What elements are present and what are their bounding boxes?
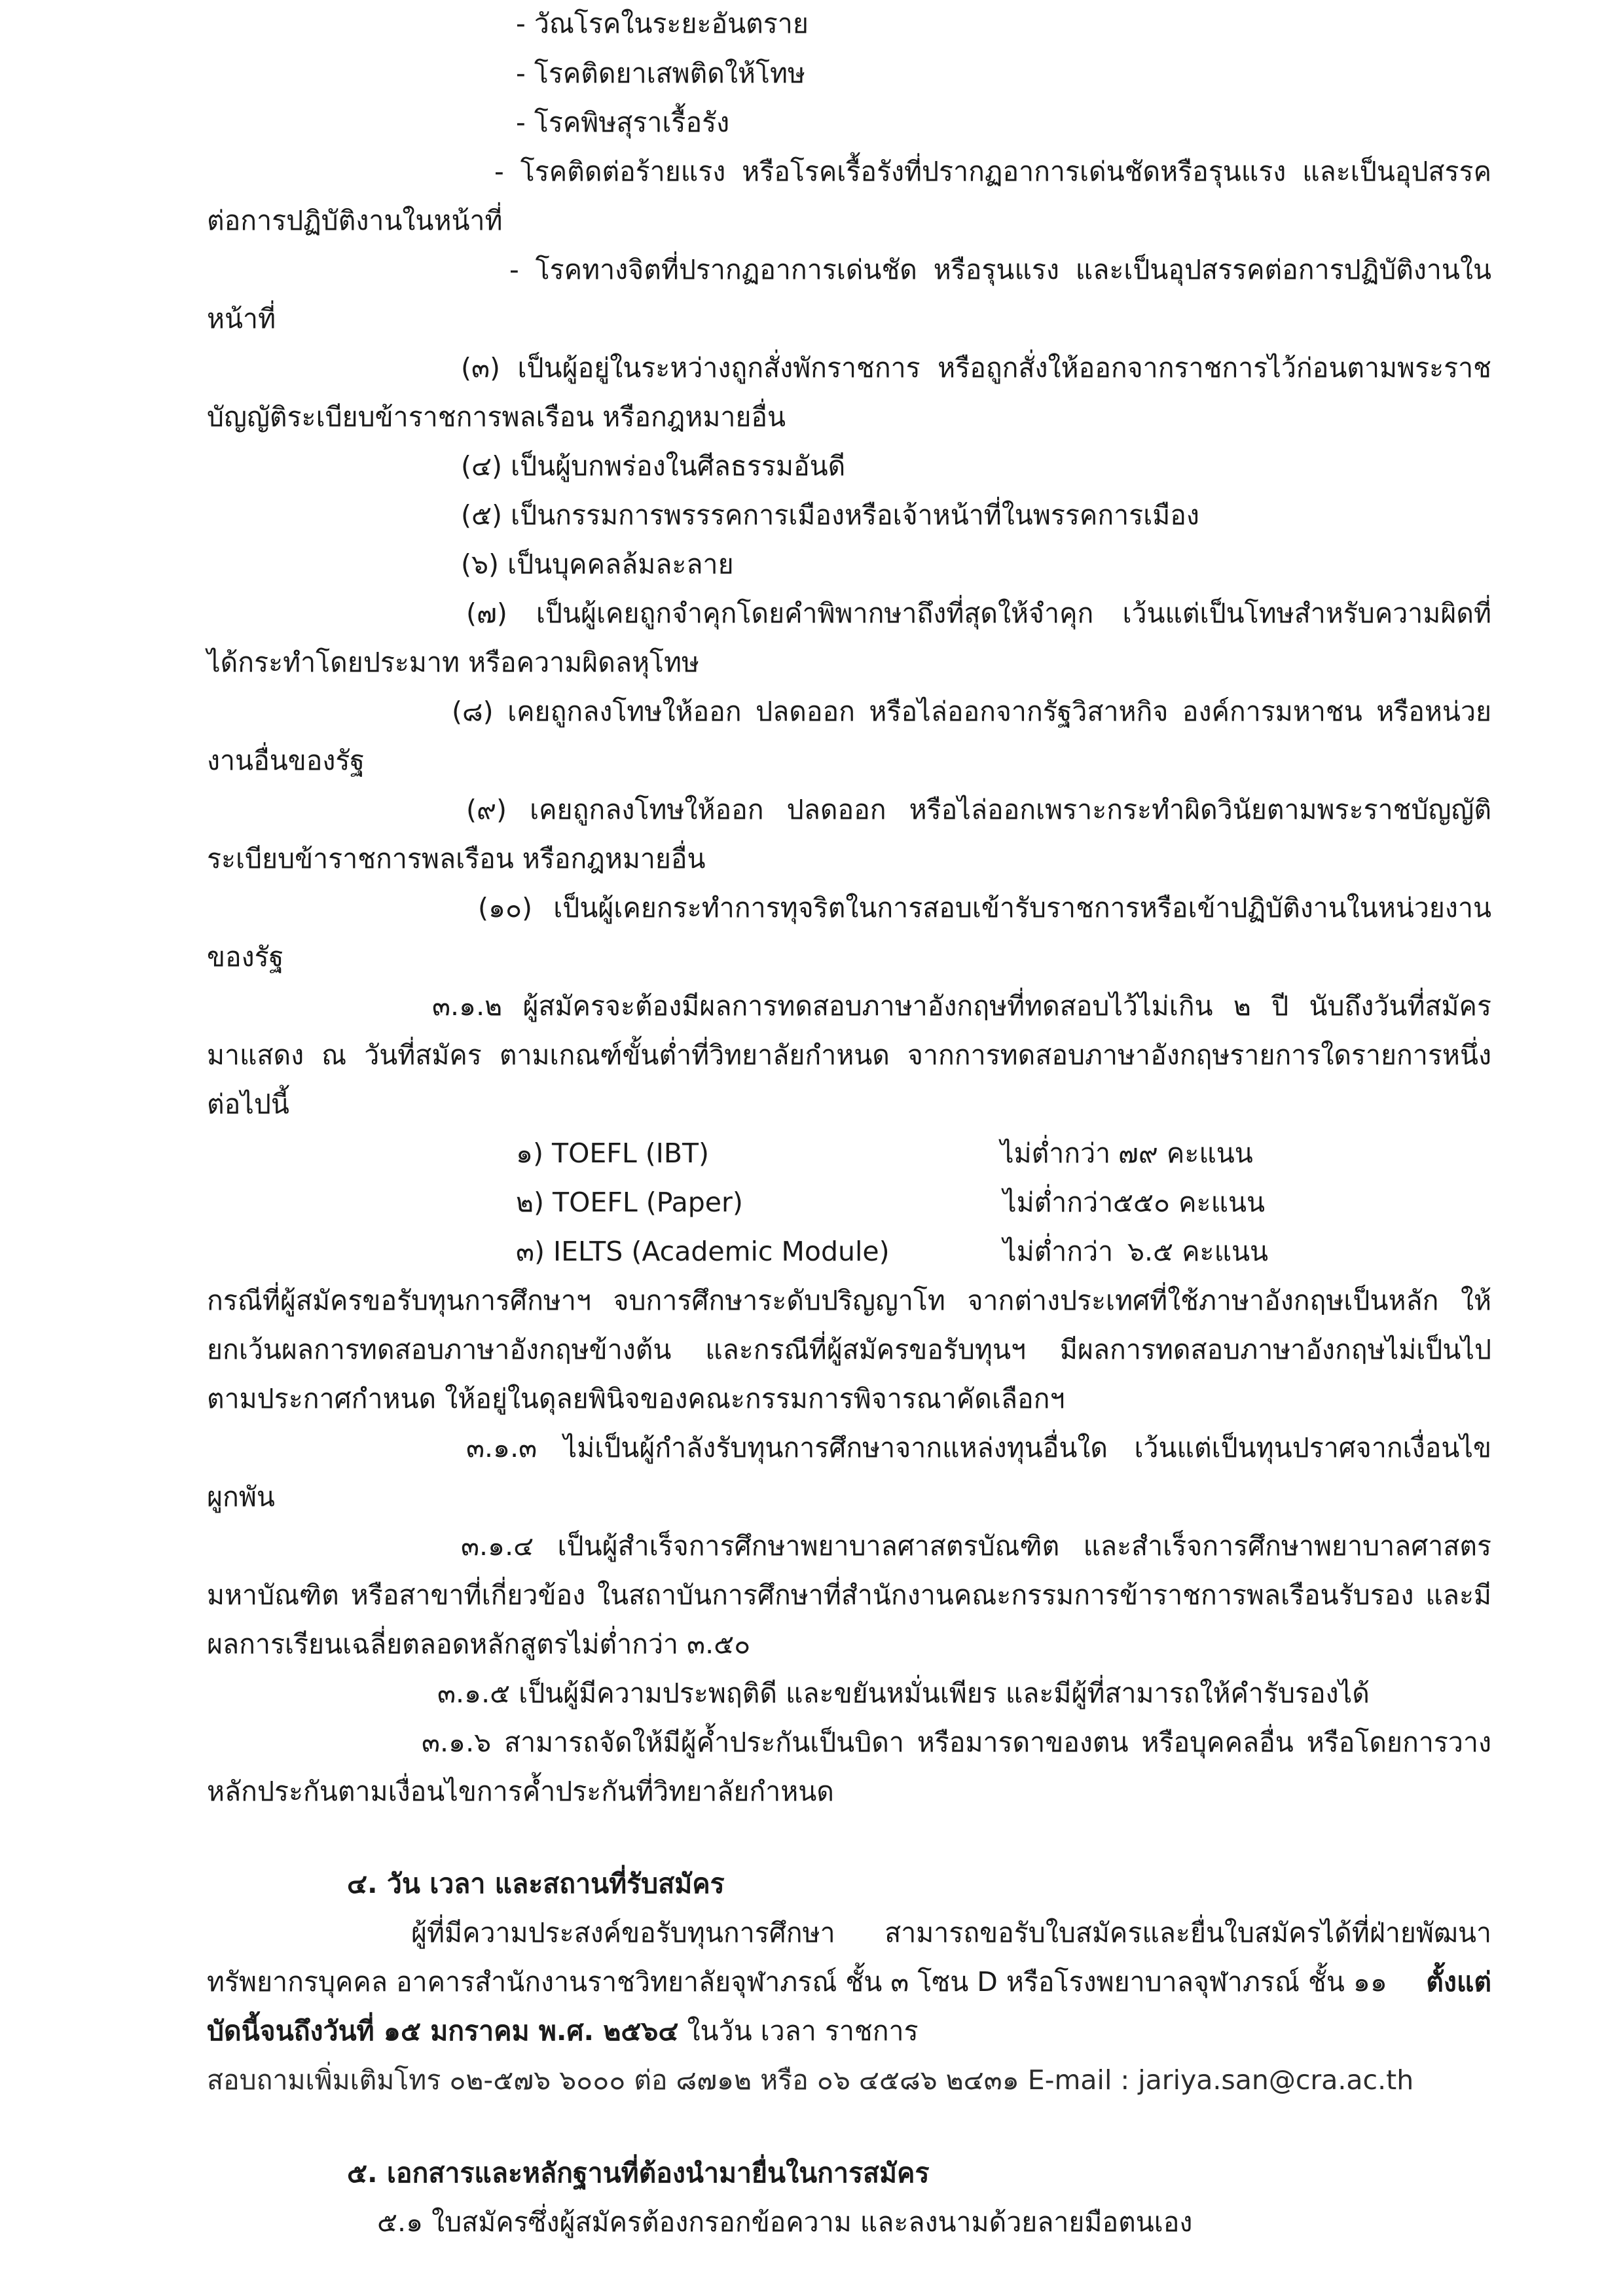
contact-line: สอบถามเพิ่มเติมโทร ๐๒-๕๗๖ ๖๐๐๐ ต่อ ๘๗๑๒ หรือ ๐๖ ๔๕๘๖ ๒๔๓๑ E-mail : jariya.san@cra.ac.th <box>207 2064 1414 2096</box>
exemption-line-1: กรณีที่ผู้สมัครขอรับทุนการศึกษาฯ จบการศึกษาระดับปริญญาโท จากต่างประเทศที่ใช้ภาษาอังกฤษเป็นหลัก ให้ <box>207 1285 1491 1316</box>
section-4-heading: ๔. วัน เวลา และสถานที่รับสมัคร <box>347 1868 725 1899</box>
item-8-cont: งานอื่นของรัฐ <box>207 745 365 776</box>
section-5-heading: ๕. เอกสารและหลักฐานที่ต้องนำมายื่นในการสมัคร <box>347 2157 930 2189</box>
item-3-cont: บัญญัติระเบียบข้าราชการพลเรือน หรือกฎหมายอื่น <box>207 401 786 433</box>
location-text: ทรัพยากรบุคคล อาคารสำนักงานราชวิทยาลัยจุฬาภรณ์ ชั้น ๓ โซน D หรือโรงพยาบาลจุฬาภรณ์ ชั้น ๑๑ <box>207 1966 1387 1998</box>
item-10: (๑๐) เป็นผู้เคยกระทำการทุจริตในการสอบเข้ารับราชการหรือเข้าปฏิบัติงานในหน่วยงาน <box>478 892 1491 924</box>
clause-3-1-4-end: ผลการเรียนเฉลี่ยตลอดหลักสูตรไม่ต่ำกว่า ๓.๕๐ <box>207 1628 751 1660</box>
test-label: ไม่ต่ำกว่า <box>1000 1138 1111 1169</box>
bullet-drug: - โรคติดยาเสพติดให้โทษ <box>516 58 806 89</box>
clause-3-1-4: ๓.๑.๔ เป็นผู้สำเร็จการศึกษาพยาบาลศาสตรบัณฑิต และสำเร็จการศึกษาพยาบาลศาสตร <box>461 1530 1491 1562</box>
item-10-cont: ของรัฐ <box>207 941 284 973</box>
test-name: ๓) IELTS (Academic Module) <box>516 1236 890 1267</box>
clause-3-1-2-end: ต่อไปนี้ <box>207 1088 289 1120</box>
test-score: ๕๕๐ คะแนน <box>1113 1187 1266 1218</box>
section-4-line-1: ผู้ที่มีความประสงค์ขอรับทุนการศึกษา สามารถขอรับใบสมัครและยื่นใบสมัครได้ที่ฝ่ายพัฒนา <box>411 1917 1491 1948</box>
item-9-cont: ระเบียบข้าราชการพลเรือน หรือกฎหมายอื่น <box>207 843 706 874</box>
bullet-alcohol: - โรคพิษสุราเรื้อรัง <box>516 107 730 138</box>
clause-3-1-6-cont: หลักประกันตามเงื่อนไขการค้ำประกันที่วิทยาลัยกำหนด <box>207 1776 834 1807</box>
deadline-text: บัดนี้จนถึงวันที่ ๑๕ มกราคม พ.ศ. ๒๕๖๔ <box>207 2015 679 2047</box>
clause-3-1-2-cont: มาแสดง ณ วันที่สมัคร ตามเกณฑ์ขั้นต่ำที่วิทยาลัยกำหนด จากการทดสอบภาษาอังกฤษรายการใดรายการหนึ่ง <box>207 1039 1491 1071</box>
section-4-line-3 <box>207 2013 919 2049</box>
test-name: ๒) TOEFL (Paper) <box>516 1187 743 1218</box>
item-4: (๔) เป็นผู้บกพร่องในศีลธรรมอันดี <box>461 450 846 482</box>
item-7-cont: ได้กระทำโดยประมาท หรือความผิดลหุโทษ <box>207 647 700 678</box>
exemption-line-2: ยกเว้นผลการทดสอบภาษาอังกฤษข้างต้น และกรณีที่ผู้สมัครขอรับทุนฯ มีผลการทดสอบภาษาอังกฤษไม่เป็นไป <box>207 1334 1491 1365</box>
bullet-tb: - วัณโรคในระยะอันตราย <box>516 8 809 39</box>
test-label: ไม่ต่ำกว่า <box>1003 1236 1114 1267</box>
item-5: (๕) เป็นกรรมการพรรรคการเมืองหรือเจ้าหน้าที่ในพรรคการเมือง <box>461 499 1199 531</box>
section-4-line-2 <box>207 1964 1491 2000</box>
bullet-mental: - โรคทางจิตที่ปรากฏอาการเด่นชัด หรือรุนแรง และเป็นอุปสรรคต่อการปฏิบัติงานใน <box>509 254 1491 285</box>
section-5-item-1: ๕.๑ ใบสมัครซึ่งผู้สมัครต้องกรอกข้อความ และลงนามด้วยลายมือตนเอง <box>377 2206 1193 2238</box>
clause-3-1-5: ๓.๑.๕ เป็นผู้มีความประพฤติดี และขยันหมั่นเพียร และมีผู้ที่สามารถให้คำรับรองได้ <box>437 1677 1370 1709</box>
item-3: (๓) เป็นผู้อยู่ในระหว่างถูกสั่งพักราชการ หรือถูกสั่งให้ออกจากราชการไว้ก่อนตามพระราช <box>461 352 1491 384</box>
clause-3-1-6: ๓.๑.๖ สามารถจัดให้มีผู้ค้ำประกันเป็นบิดา หรือมารดาของตน หรือบุคคลอื่น หรือโดยการวาง <box>422 1727 1491 1758</box>
bullet-contagious-cont: ต่อการปฏิบัติงานในหน้าที่ <box>207 205 503 236</box>
exemption-line-3: ตามประกาศกำหนด ให้อยู่ในดุลยพินิจของคณะกรรมการพิจารณาคัดเลือกฯ <box>207 1383 1065 1414</box>
office-hours-text: ในวัน เวลา ราชการ <box>687 2015 919 2047</box>
date-start-text: ตั้งแต่ <box>1426 1966 1491 1998</box>
bullet-contagious: - โรคติดต่อร้ายแรง หรือโรคเรื้อรังที่ปรากฏอาการเด่นชัดหรือรุนแรง และเป็นอุปสรรค <box>494 156 1491 187</box>
bullet-mental-cont: หน้าที่ <box>207 303 276 334</box>
clause-3-1-3: ๓.๑.๓ ไม่เป็นผู้กำลังรับทุนการศึกษาจากแหล่งทุนอื่นใด เว้นแต่เป็นทุนปราศจากเงื่อนไข <box>466 1432 1491 1463</box>
clause-3-1-3-cont: ผูกพัน <box>207 1481 275 1513</box>
item-9: (๙) เคยถูกลงโทษให้ออก ปลดออก หรือไล่ออกเพราะกระทำผิดวินัยตามพระราชบัญญัติ <box>466 794 1491 825</box>
test-name: ๑) TOEFL (IBT) <box>516 1138 709 1169</box>
clause-3-1-2: ๓.๑.๒ ผู้สมัครจะต้องมีผลการทดสอบภาษาอังกฤษที่ทดสอบไว้ไม่เกิน ๒ ปี นับถึงวันที่สมัคร <box>432 990 1491 1022</box>
clause-3-1-4-cont: มหาบัณฑิต หรือสาขาที่เกี่ยวข้อง ในสถาบันการศึกษาที่สำนักงานคณะกรรมการข้าราชการพลเรือนรับรอง และมี <box>207 1579 1491 1611</box>
item-6: (๖) เป็นบุคคลล้มละลาย <box>461 548 734 580</box>
test-score: ๗๙ คะแนน <box>1118 1138 1253 1169</box>
test-label: ไม่ต่ำกว่า <box>1003 1187 1114 1218</box>
item-8: (๘) เคยถูกลงโทษให้ออก ปลดออก หรือไล่ออกจากรัฐวิสาหกิจ องค์การมหาชน หรือหน่วย <box>452 696 1491 727</box>
item-7: (๗) เป็นผู้เคยถูกจำคุกโดยคำพิพากษาถึงที่สุดให้จำคุก เว้นแต่เป็นโทษสำหรับความผิดที่ <box>466 598 1491 629</box>
test-score: ๖.๕ คะแนน <box>1127 1236 1269 1267</box>
